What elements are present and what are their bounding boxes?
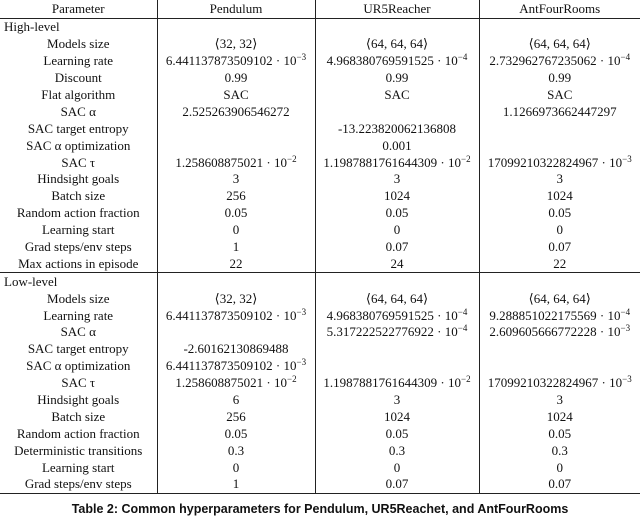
exponent: −2 — [461, 153, 471, 164]
mantissa: 2.609605666772228 · 10 — [489, 324, 621, 340]
empty-cell — [315, 273, 479, 290]
table-row — [0, 188, 640, 205]
value-cell: 0 — [315, 459, 479, 476]
parameter-name: SAC τ — [61, 154, 96, 170]
value-cell: 0 — [157, 459, 315, 476]
table-row — [0, 205, 640, 222]
parameter-name: Learning start — [41, 459, 115, 475]
exponent: −4 — [457, 306, 468, 317]
empty-cell — [157, 19, 315, 36]
mantissa: 5.317222522776922 · 10 — [326, 324, 458, 340]
table-row — [0, 103, 640, 120]
value-cell: 3 — [315, 392, 479, 409]
mantissa: 6.441137873509102 · 10 — [165, 358, 297, 374]
exponent: −3 — [620, 323, 631, 334]
table-row — [0, 307, 640, 324]
table-row — [0, 154, 640, 171]
value-cell: 0 — [479, 222, 640, 239]
value-cell — [315, 324, 479, 341]
table-row — [0, 375, 640, 392]
exponent: −3 — [622, 153, 632, 164]
table-row — [0, 442, 640, 459]
table-row — [0, 476, 640, 493]
parameter-name: SAC α — [60, 324, 96, 340]
value-cell — [479, 375, 640, 392]
section-label: High-level — [4, 19, 60, 35]
value-cell — [315, 341, 479, 358]
exponent: −3 — [296, 357, 307, 368]
parameter-name: Models size — [47, 290, 110, 306]
table-row — [0, 53, 640, 70]
exponent: −3 — [296, 306, 307, 317]
mantissa: 6.441137873509102 · 10 — [165, 307, 297, 323]
parameter-name: SAC α — [60, 103, 96, 119]
table-row — [0, 255, 640, 272]
parameter-name: Learning rate — [43, 307, 114, 323]
table-row — [0, 324, 640, 341]
value-cell: 0 — [157, 222, 315, 239]
value-cell: 1024 — [479, 188, 640, 205]
table-row — [0, 171, 640, 188]
table-row — [0, 408, 640, 425]
header-antfourrooms: AntFourRooms — [479, 0, 640, 19]
value-cell: 2.525263906546272 — [157, 103, 315, 120]
parameter-name: Grad steps/env steps — [0, 476, 157, 493]
mantissa: 1.258608875021 · 10 — [175, 154, 287, 170]
exponent: −4 — [620, 52, 631, 63]
value-cell: 3 — [479, 392, 640, 409]
empty-cell — [315, 19, 479, 36]
value-cell: 0.99 — [157, 70, 315, 87]
value-cell: SAC — [315, 87, 479, 104]
value-cell: 0.001 — [315, 137, 479, 154]
value-cell: 3 — [157, 171, 315, 188]
value-cell: ⟨32, 32⟩ — [157, 290, 315, 307]
value-cell: 0.3 — [157, 442, 315, 459]
parameter-name: Models size — [47, 36, 110, 52]
value-cell — [479, 120, 640, 137]
parameter-name: Learning rate — [43, 53, 114, 69]
exponent: −3 — [296, 52, 307, 63]
value-cell: 6 — [157, 392, 315, 409]
value-cell — [315, 53, 479, 70]
value-cell: ⟨32, 32⟩ — [157, 36, 315, 53]
value-cell: 24 — [315, 255, 479, 272]
exponent: −4 — [457, 323, 468, 334]
exponent: −4 — [457, 52, 468, 63]
value-cell: SAC — [479, 87, 640, 104]
parameter-name: SAC target entropy — [27, 341, 129, 357]
value-cell — [479, 358, 640, 375]
empty-cell — [479, 19, 640, 36]
empty-cell — [479, 273, 640, 290]
value-cell: 22 — [479, 255, 640, 272]
value-cell — [157, 154, 315, 171]
mantissa: 9.288851022175569 · 10 — [489, 307, 621, 323]
table-row — [0, 459, 640, 476]
value-cell — [157, 120, 315, 137]
header-parameter: Parameter — [0, 0, 157, 19]
parameter-name: SAC target entropy — [27, 120, 129, 136]
value-cell: 0.05 — [315, 425, 479, 442]
value-cell: ⟨64, 64, 64⟩ — [315, 36, 479, 53]
parameter-name: SAC α optimization — [26, 137, 131, 153]
empty-cell — [157, 273, 315, 290]
value-cell: ⟨64, 64, 64⟩ — [315, 290, 479, 307]
mantissa: 2.732962767235062 · 10 — [489, 53, 621, 69]
mantissa: 6.441137873509102 · 10 — [165, 53, 297, 69]
parameter-name: Max actions in episode — [18, 255, 139, 271]
mantissa: 4.968380769591525 · 10 — [326, 307, 458, 323]
parameter-name: Discount — [54, 70, 102, 86]
table-row — [0, 36, 640, 53]
value-cell — [479, 53, 640, 70]
parameter-name: Grad steps/env steps — [24, 239, 132, 255]
value-cell — [315, 103, 479, 120]
value-cell: 0.99 — [315, 70, 479, 87]
value-cell: 0 — [479, 459, 640, 476]
value-cell — [479, 341, 640, 358]
mantissa: 17099210322824967 · 10 — [487, 375, 623, 391]
value-cell: ⟨64, 64, 64⟩ — [479, 36, 640, 53]
value-cell: 0.3 — [479, 442, 640, 459]
value-cell — [479, 154, 640, 171]
header-ur5reacher: UR5Reacher — [315, 0, 479, 19]
parameter-name: Hindsight goals — [37, 392, 120, 408]
value-cell — [157, 137, 315, 154]
value-cell: 22 — [157, 255, 315, 272]
table-row — [0, 239, 640, 256]
value-cell: 1024 — [315, 408, 479, 425]
parameter-name: Random action fraction — [16, 425, 140, 441]
exponent: −4 — [620, 306, 631, 317]
section-row — [0, 19, 640, 36]
value-cell: 1.1266973662447297 — [479, 103, 640, 120]
mantissa: 4.968380769591525 · 10 — [326, 53, 458, 69]
value-cell: SAC — [157, 87, 315, 104]
value-cell — [157, 324, 315, 341]
value-cell — [157, 375, 315, 392]
value-cell: 0.3 — [315, 442, 479, 459]
value-cell — [315, 375, 479, 392]
table-row — [0, 358, 640, 375]
header-row — [0, 0, 640, 19]
value-cell: 256 — [157, 188, 315, 205]
parameter-name: Batch size — [51, 408, 106, 424]
value-cell: -13.223820062136808 — [315, 120, 479, 137]
value-cell: 3 — [315, 171, 479, 188]
value-cell: 1024 — [479, 408, 640, 425]
value-cell: 0.07 — [479, 239, 640, 256]
value-cell: 0.05 — [315, 205, 479, 222]
value-cell: 0.07 — [315, 476, 479, 493]
table-row — [0, 392, 640, 409]
value-cell: ⟨64, 64, 64⟩ — [479, 290, 640, 307]
value-cell — [479, 324, 640, 341]
value-cell: 1 — [157, 239, 315, 256]
header-pendulum: Pendulum — [157, 0, 315, 19]
value-cell: 1024 — [315, 188, 479, 205]
value-cell: 0.07 — [315, 239, 479, 256]
value-cell — [315, 307, 479, 324]
parameter-name: Learning start — [41, 222, 115, 238]
mantissa: 1.1987881761644309 · 10 — [323, 154, 461, 170]
mantissa: 17099210322824967 · 10 — [487, 154, 623, 170]
parameter-name: Batch size — [51, 188, 106, 204]
value-cell: 0.07 — [479, 476, 640, 493]
value-cell: 256 — [157, 408, 315, 425]
parameter-name: SAC τ — [61, 375, 96, 391]
table-row — [0, 222, 640, 239]
table-row — [0, 70, 640, 87]
value-cell: 1 — [157, 476, 315, 493]
table-body — [0, 19, 640, 494]
table-row — [0, 341, 640, 358]
value-cell: 0 — [315, 222, 479, 239]
value-cell — [315, 358, 479, 375]
value-cell — [157, 307, 315, 324]
value-cell: 0.99 — [479, 70, 640, 87]
parameter-name: Random action fraction — [16, 205, 140, 221]
section-row — [0, 273, 640, 290]
value-cell — [315, 154, 479, 171]
value-cell: 0.05 — [479, 425, 640, 442]
exponent: −2 — [287, 374, 297, 385]
table-caption: Table 2: Common hyperparameters for Pendulum, UR5Reachet, and AntFourRooms — [71, 501, 569, 516]
parameter-name: Flat algorithm — [41, 87, 116, 102]
value-cell: 0.05 — [479, 205, 640, 222]
value-cell: -2.60162130869488 — [157, 341, 315, 358]
value-cell — [157, 358, 315, 375]
table-row — [0, 120, 640, 137]
parameter-name: Deterministic transitions — [14, 442, 143, 458]
mantissa: 1.258608875021 · 10 — [175, 375, 287, 391]
value-cell — [479, 307, 640, 324]
value-cell: 0.05 — [157, 205, 315, 222]
table-row — [0, 425, 640, 442]
value-cell — [479, 137, 640, 154]
exponent: −2 — [461, 374, 471, 385]
exponent: −2 — [287, 153, 297, 164]
table-row — [0, 290, 640, 307]
table-row — [0, 137, 640, 154]
parameter-name: Hindsight goals — [37, 171, 120, 187]
section-label: Low-level — [0, 273, 157, 290]
value-cell: 3 — [479, 171, 640, 188]
mantissa: 1.1987881761644309 · 10 — [323, 375, 461, 391]
exponent: −3 — [622, 374, 632, 385]
parameter-name: SAC α optimization — [26, 358, 131, 374]
table-row — [0, 87, 640, 104]
value-cell — [157, 53, 315, 70]
value-cell: 0.05 — [157, 425, 315, 442]
